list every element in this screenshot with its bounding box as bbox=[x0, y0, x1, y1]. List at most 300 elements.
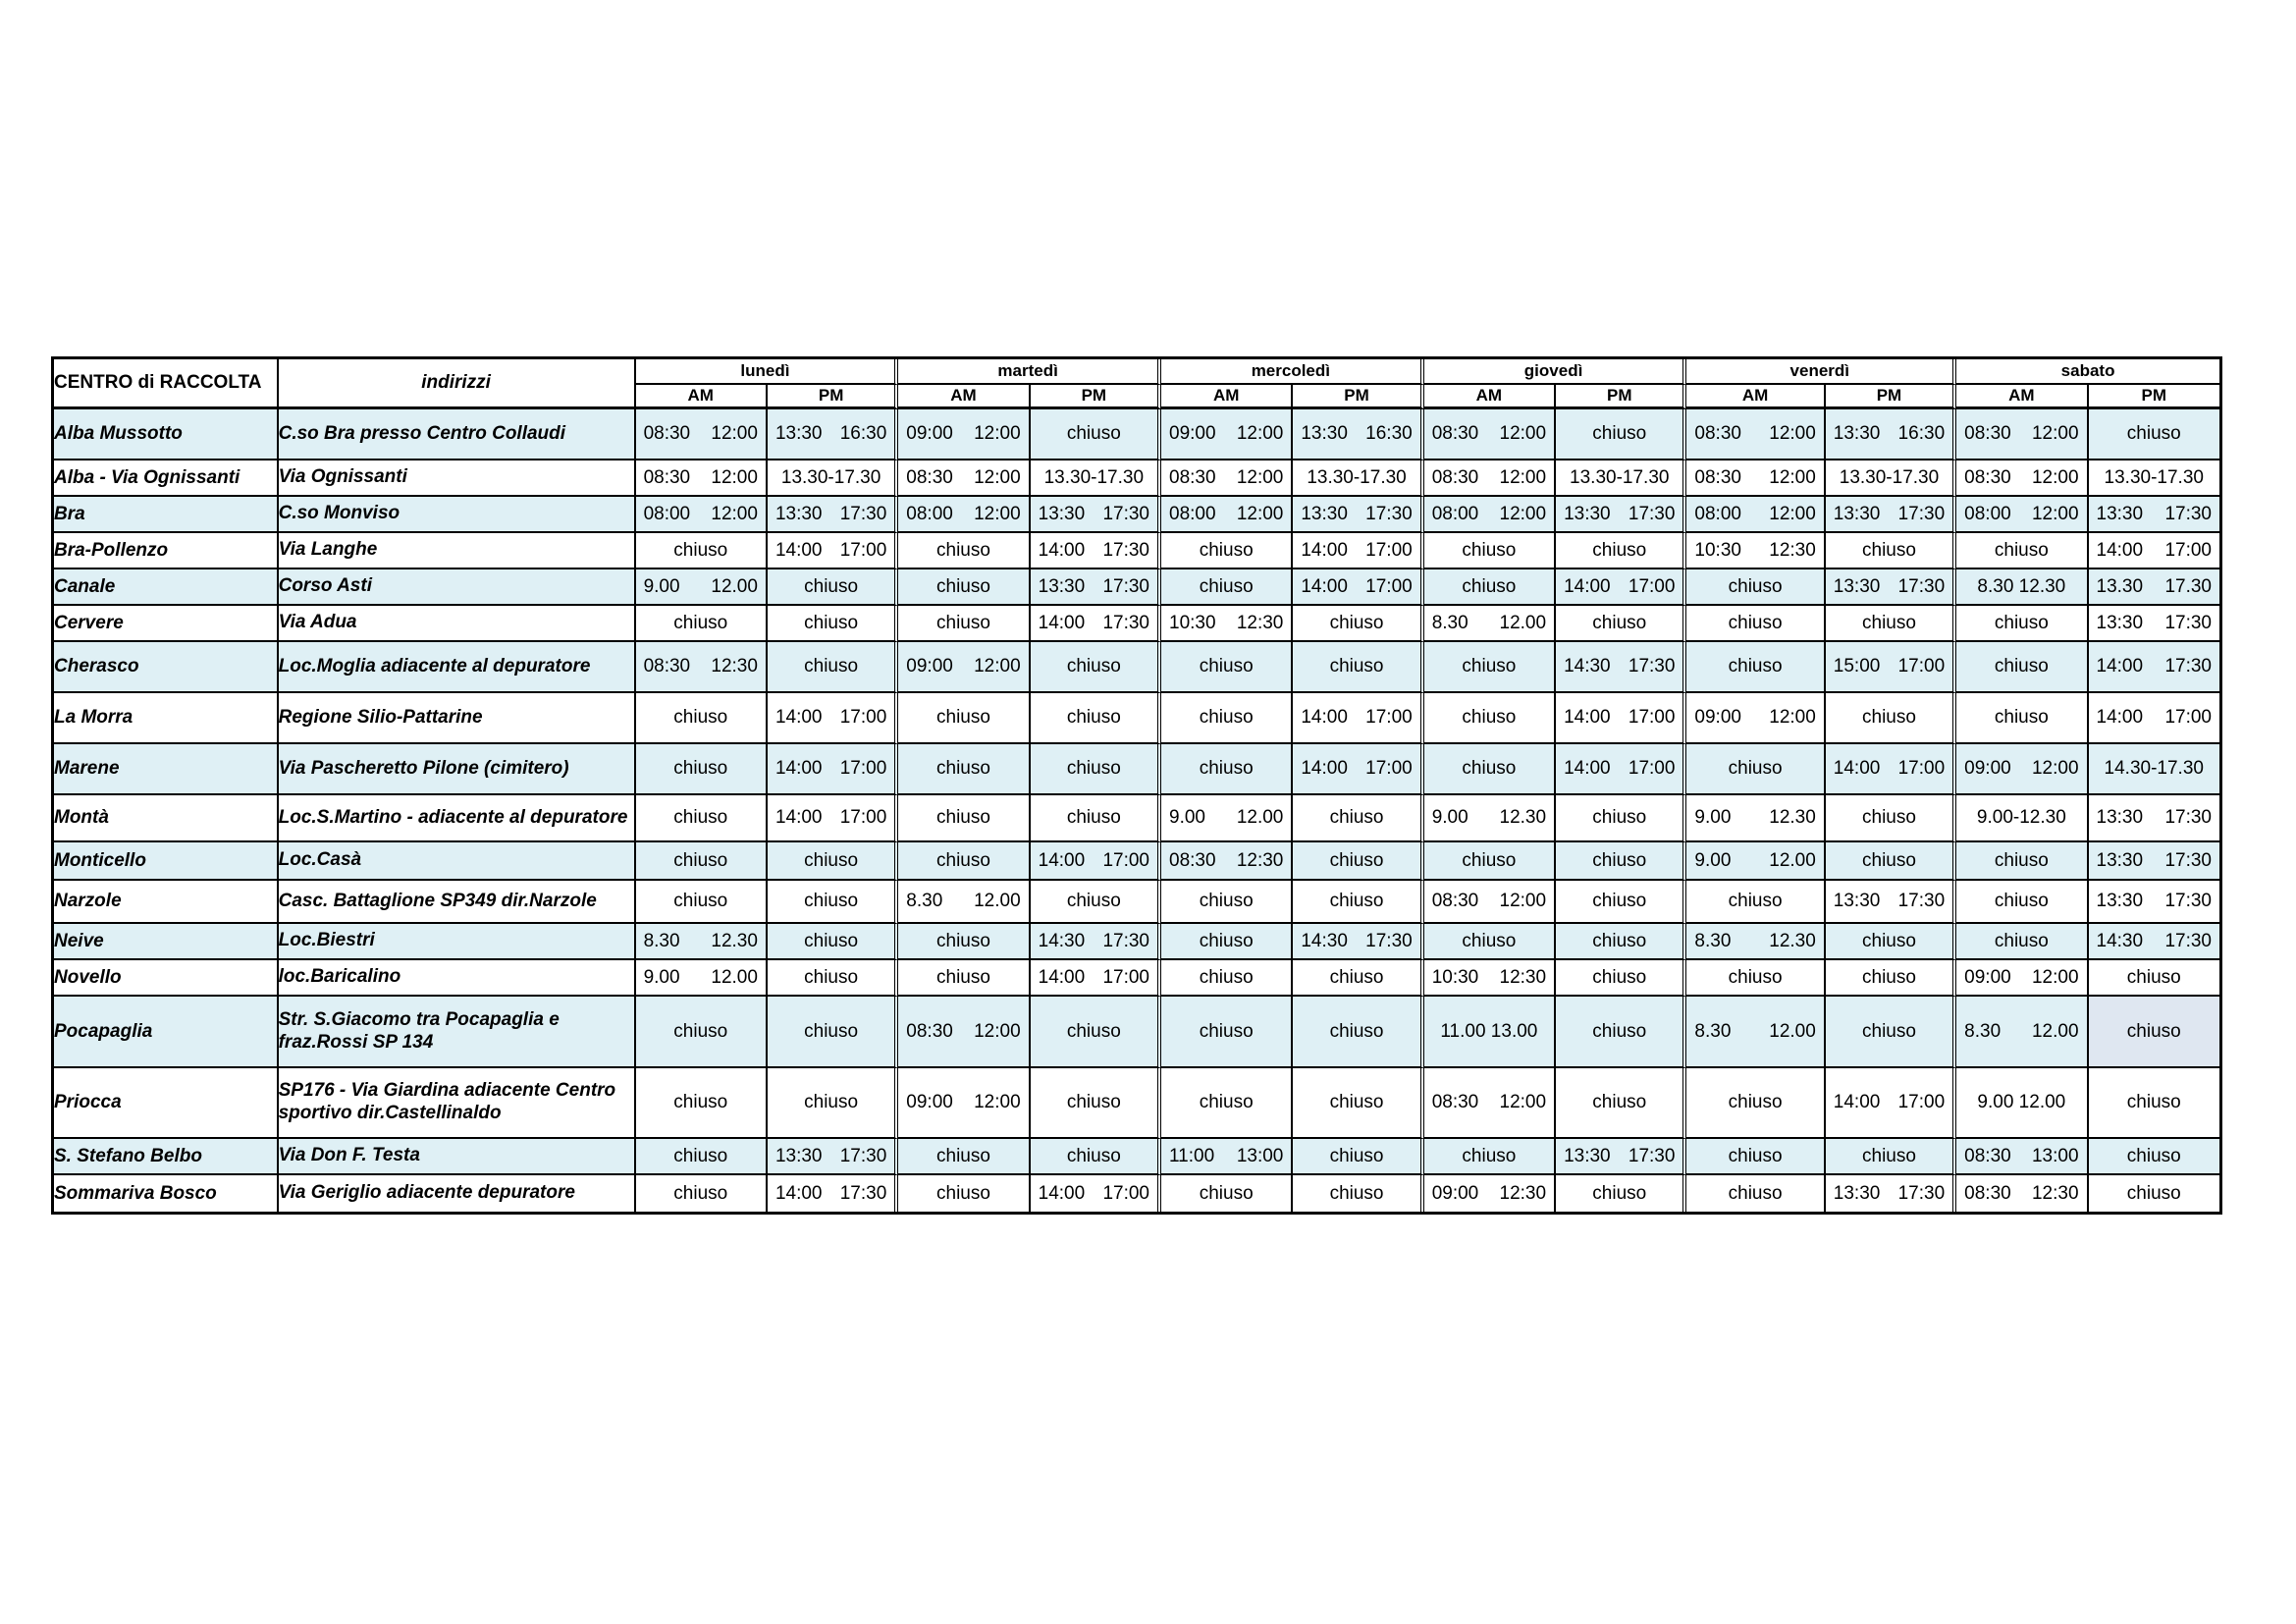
time-value: 13:30 bbox=[2096, 612, 2144, 633]
center-name: Pocapaglia bbox=[54, 997, 279, 1068]
schedule-cell bbox=[1293, 744, 1423, 795]
time-value: 17:00 bbox=[1365, 758, 1413, 779]
time-value: 17:30 bbox=[2164, 612, 2212, 633]
schedule-cell: chiuso bbox=[636, 606, 768, 642]
time-range bbox=[898, 467, 1028, 489]
time-value: 17:30 bbox=[1628, 656, 1676, 677]
schedule-cell bbox=[1956, 744, 2088, 795]
time-value: 17:30 bbox=[839, 1145, 887, 1166]
time-value: 14:00 bbox=[1301, 758, 1348, 779]
header-pm: PM bbox=[1031, 385, 1161, 409]
schedule-cell bbox=[898, 409, 1030, 460]
time-value: 17:30 bbox=[1897, 891, 1946, 911]
time-value: 12.30 bbox=[1769, 930, 1816, 951]
center-address: Loc.Casà bbox=[279, 842, 636, 881]
schedule-cell: chiuso bbox=[898, 842, 1030, 881]
center-name: S. Stefano Belbo bbox=[54, 1139, 279, 1175]
time-value: 14:00 bbox=[1038, 849, 1086, 871]
time-value: 08:30 bbox=[906, 1020, 953, 1042]
time-value: 12:00 bbox=[1769, 707, 1816, 728]
time-value: 08:30 bbox=[1169, 849, 1216, 871]
time-value: 17:00 bbox=[1628, 758, 1676, 779]
table-row bbox=[54, 642, 2219, 693]
time-value: 12:00 bbox=[2031, 503, 2079, 524]
schedule-cell: chiuso bbox=[2089, 997, 2219, 1068]
schedule-cell: chiuso bbox=[1826, 924, 1956, 960]
time-value: 17:00 bbox=[1628, 575, 1676, 597]
time-value: 14:00 bbox=[1301, 539, 1348, 561]
schedule-cell: chiuso bbox=[768, 842, 898, 881]
center-address: Via Don F. Testa bbox=[279, 1139, 636, 1175]
center-name: Novello bbox=[54, 960, 279, 997]
time-value: 14:00 bbox=[774, 707, 823, 728]
time-value: 08:30 bbox=[1964, 1182, 2011, 1204]
schedule-cell bbox=[768, 795, 898, 842]
time-range bbox=[768, 540, 894, 562]
schedule-cell: chiuso bbox=[1826, 842, 1956, 881]
schedule-cell: chiuso bbox=[1293, 795, 1423, 842]
time-value: 10:30 bbox=[1169, 612, 1216, 633]
time-value: 17:30 bbox=[1102, 539, 1149, 561]
schedule-cell: chiuso bbox=[898, 1175, 1030, 1212]
time-value: 12:00 bbox=[974, 1092, 1021, 1112]
center-name: Alba - Via Ognissanti bbox=[54, 460, 279, 497]
time-value: 17:30 bbox=[2164, 849, 2212, 871]
time-range bbox=[2089, 656, 2219, 677]
time-value: 08:30 bbox=[1431, 891, 1479, 911]
time-value: 08:00 bbox=[1694, 503, 1741, 524]
header-pm: PM bbox=[1826, 385, 1956, 409]
schedule-cell: chiuso bbox=[2089, 1068, 2219, 1139]
schedule-cell: chiuso bbox=[1293, 881, 1423, 924]
time-value: 13:30 bbox=[1038, 575, 1086, 597]
schedule-cell: 9.00 12.00 bbox=[1956, 1068, 2088, 1139]
schedule-cell bbox=[2089, 642, 2219, 693]
time-range bbox=[1556, 504, 1682, 525]
time-value: 17:30 bbox=[1102, 930, 1149, 951]
table-row bbox=[54, 795, 2219, 842]
schedule-cell bbox=[1556, 1139, 1686, 1175]
schedule-cell: chiuso bbox=[636, 842, 768, 881]
time-value: 17:30 bbox=[1102, 575, 1149, 597]
table-row bbox=[54, 533, 2219, 569]
schedule-cell: chiuso bbox=[1556, 1175, 1686, 1212]
time-value: 12:30 bbox=[711, 656, 758, 677]
time-value: 13:30 bbox=[1833, 503, 1881, 524]
schedule-cell bbox=[2089, 533, 2219, 569]
schedule-cell: chiuso bbox=[768, 924, 898, 960]
schedule-cell: chiuso bbox=[2089, 1139, 2219, 1175]
schedule-cell bbox=[1956, 497, 2088, 533]
time-value: 8.30 bbox=[906, 891, 943, 911]
table-row bbox=[54, 997, 2219, 1068]
time-range bbox=[1956, 758, 2086, 780]
header-am: AM bbox=[898, 385, 1030, 409]
time-value: 13:00 bbox=[1236, 1145, 1284, 1166]
time-value: 14:00 bbox=[2096, 656, 2144, 677]
time-range bbox=[1161, 467, 1291, 489]
time-range bbox=[1826, 891, 1952, 912]
schedule-cell bbox=[1826, 1175, 1956, 1212]
time-value: 14:00 bbox=[774, 1182, 823, 1204]
time-range bbox=[1556, 656, 1682, 677]
time-range bbox=[768, 504, 894, 525]
time-range bbox=[1686, 423, 1823, 445]
time-value: 17:00 bbox=[2164, 707, 2212, 728]
time-range bbox=[1424, 967, 1554, 989]
center-address: Loc.Moglia adiacente al depuratore bbox=[279, 642, 636, 693]
time-range bbox=[1826, 1092, 1952, 1113]
time-range bbox=[768, 758, 894, 780]
schedule-cell bbox=[1686, 997, 1825, 1068]
time-value: 09:00 bbox=[1169, 423, 1216, 444]
schedule-cell: chiuso bbox=[1161, 960, 1293, 997]
center-address: Via Adua bbox=[279, 606, 636, 642]
schedule-cell bbox=[768, 1139, 898, 1175]
schedule-cell: chiuso bbox=[1556, 1068, 1686, 1139]
time-range bbox=[636, 423, 766, 445]
time-value: 14:00 bbox=[1564, 758, 1611, 779]
schedule-cell: chiuso bbox=[1161, 997, 1293, 1068]
schedule-cell bbox=[1161, 409, 1293, 460]
schedule-cell bbox=[1031, 1175, 1161, 1212]
schedule-cell: chiuso bbox=[1293, 842, 1423, 881]
center-address: Casc. Battaglione SP349 dir.Narzole bbox=[279, 881, 636, 924]
header-pm: PM bbox=[768, 385, 898, 409]
schedule-cell bbox=[1956, 997, 2088, 1068]
schedule-cell: chiuso bbox=[2089, 960, 2219, 997]
schedule-cell bbox=[1686, 842, 1825, 881]
center-address: Regione Silio-Pattarine bbox=[279, 693, 636, 744]
schedule-cell bbox=[1031, 924, 1161, 960]
time-value: 12:30 bbox=[1236, 849, 1284, 871]
schedule-cell: chiuso bbox=[2126, 1182, 2181, 1204]
header-am: AM bbox=[1161, 385, 1293, 409]
time-value: 17:00 bbox=[1365, 539, 1413, 561]
schedule-cell: chiuso bbox=[1556, 924, 1686, 960]
time-value: 12.30 bbox=[1769, 807, 1816, 828]
time-value: 17.30 bbox=[2164, 575, 2212, 597]
table-row bbox=[54, 1068, 2219, 1139]
time-value: 15:00 bbox=[1833, 656, 1881, 677]
schedule-cell bbox=[1956, 960, 2088, 997]
time-value: 14:00 bbox=[1038, 1182, 1086, 1204]
header-address: indirizzi bbox=[279, 359, 636, 409]
time-range bbox=[1826, 576, 1952, 598]
schedule-cell: chiuso bbox=[768, 997, 898, 1068]
time-value: 12:00 bbox=[1769, 423, 1816, 444]
schedule-cell bbox=[1556, 569, 1686, 606]
time-range bbox=[1956, 1146, 2086, 1167]
time-range bbox=[1424, 613, 1554, 634]
schedule-cell bbox=[1424, 795, 1556, 842]
time-range bbox=[768, 1183, 894, 1205]
schedule-cell: chiuso bbox=[1556, 960, 1686, 997]
time-value: 17:30 bbox=[1897, 1182, 1946, 1204]
schedule-cell bbox=[1686, 693, 1825, 744]
time-range bbox=[1031, 850, 1157, 872]
center-address: Corso Asti bbox=[279, 569, 636, 606]
center-name: Cervere bbox=[54, 606, 279, 642]
schedule-cell: chiuso bbox=[1161, 881, 1293, 924]
schedule-cell bbox=[1293, 569, 1423, 606]
schedule-cell bbox=[1424, 460, 1556, 497]
center-address: Via Langhe bbox=[279, 533, 636, 569]
schedule-cell bbox=[1956, 1139, 2088, 1175]
time-value: 12:00 bbox=[974, 503, 1021, 524]
center-address: C.so Bra presso Centro Collaudi bbox=[279, 409, 636, 460]
schedule-cell: chiuso bbox=[1161, 1175, 1293, 1212]
time-range bbox=[2089, 504, 2219, 525]
schedule-cell bbox=[1293, 924, 1423, 960]
schedule-cell bbox=[1031, 533, 1161, 569]
schedule-cell: chiuso bbox=[1424, 569, 1556, 606]
time-value: 08:00 bbox=[906, 503, 953, 524]
time-range bbox=[1956, 423, 2086, 445]
time-range bbox=[1031, 967, 1157, 989]
header-day-wednesday: mercoledì bbox=[1161, 359, 1424, 385]
time-value: 13:30 bbox=[1038, 503, 1086, 524]
schedule-cell: chiuso bbox=[1161, 924, 1293, 960]
time-range bbox=[1293, 758, 1419, 780]
schedule-cell: chiuso bbox=[898, 960, 1030, 997]
time-range bbox=[1293, 423, 1419, 445]
schedule-cell: chiuso bbox=[636, 693, 768, 744]
schedule-cell bbox=[2089, 693, 2219, 744]
header-am: AM bbox=[1424, 385, 1556, 409]
time-range bbox=[1556, 576, 1682, 598]
schedule-cell bbox=[1556, 497, 1686, 533]
header-am: AM bbox=[1956, 385, 2088, 409]
schedule-cell: chiuso bbox=[1686, 881, 1825, 924]
time-value: 08:30 bbox=[643, 466, 691, 488]
time-range bbox=[1686, 707, 1823, 729]
time-range bbox=[2089, 540, 2219, 562]
time-value: 14:00 bbox=[1564, 707, 1611, 728]
time-value: 17:30 bbox=[1365, 503, 1413, 524]
time-range bbox=[636, 931, 766, 952]
center-address: Via Ognissanti bbox=[279, 460, 636, 497]
time-value: 17:30 bbox=[1102, 612, 1149, 633]
schedule-cell: chiuso bbox=[1956, 924, 2088, 960]
table-row bbox=[54, 693, 2219, 744]
time-range bbox=[768, 807, 894, 829]
schedule-cell: chiuso bbox=[1826, 606, 1956, 642]
header-am: AM bbox=[636, 385, 768, 409]
time-range bbox=[1161, 850, 1291, 872]
schedule-cell: chiuso bbox=[898, 1139, 1030, 1175]
schedule-cell bbox=[1686, 533, 1825, 569]
schedule-cell: chiuso bbox=[1424, 744, 1556, 795]
schedule-cell bbox=[2089, 795, 2219, 842]
table-row bbox=[54, 960, 2219, 997]
time-value: 08:30 bbox=[1964, 1145, 2011, 1166]
time-value: 17:30 bbox=[1897, 575, 1946, 597]
time-value: 12:00 bbox=[2031, 966, 2079, 988]
time-range bbox=[1161, 807, 1291, 829]
schedule-cell: chiuso bbox=[1293, 642, 1423, 693]
time-value: 12:00 bbox=[1499, 503, 1547, 524]
schedule-cell bbox=[636, 497, 768, 533]
time-value: 13:30 bbox=[2096, 503, 2144, 524]
time-value: 17:00 bbox=[2164, 539, 2212, 561]
schedule-cell bbox=[636, 569, 768, 606]
schedule-cell bbox=[636, 924, 768, 960]
schedule-cell: 11.00 13.00 bbox=[1424, 997, 1556, 1068]
time-value: 12:00 bbox=[974, 656, 1021, 677]
time-range bbox=[1424, 423, 1554, 445]
schedule-cell bbox=[1293, 533, 1423, 569]
header-day-thursday: giovedì bbox=[1424, 359, 1687, 385]
time-value: 13:30 bbox=[2096, 807, 2144, 828]
time-range bbox=[2089, 807, 2219, 829]
time-value: 12:00 bbox=[1236, 503, 1284, 524]
schedule-cell bbox=[768, 693, 898, 744]
time-range bbox=[1424, 467, 1554, 489]
time-value: 12.00 bbox=[1499, 612, 1547, 633]
center-name: Bra bbox=[54, 497, 279, 533]
time-value: 9.00 bbox=[643, 966, 680, 988]
time-range bbox=[898, 891, 1028, 912]
schedule-cell: chiuso bbox=[1556, 881, 1686, 924]
schedule-cell: chiuso bbox=[768, 642, 898, 693]
time-range bbox=[1293, 576, 1419, 598]
schedule-cell: chiuso bbox=[1956, 606, 2088, 642]
schedule-cell bbox=[1031, 842, 1161, 881]
table-row bbox=[54, 1139, 2219, 1175]
time-range bbox=[2089, 576, 2219, 598]
time-value: 12.00 bbox=[711, 966, 758, 988]
schedule-cell bbox=[1424, 409, 1556, 460]
schedule-cell: chiuso bbox=[768, 569, 898, 606]
time-value: 12:00 bbox=[1236, 466, 1284, 488]
time-value: 12:00 bbox=[1236, 423, 1284, 444]
center-address: loc.Baricalino bbox=[279, 960, 636, 997]
schedule-cell: chiuso bbox=[1826, 795, 1956, 842]
time-value: 12:00 bbox=[1499, 423, 1547, 444]
time-value: 10:30 bbox=[1694, 539, 1741, 561]
time-value: 10:30 bbox=[1431, 966, 1479, 988]
time-value: 13:30 bbox=[2096, 849, 2144, 871]
time-value: 12:00 bbox=[1499, 1092, 1547, 1112]
time-value: 14:00 bbox=[2096, 539, 2144, 561]
schedule-cell: chiuso bbox=[636, 1139, 768, 1175]
schedule-cell bbox=[1161, 1139, 1293, 1175]
schedule-cell bbox=[1031, 569, 1161, 606]
schedule-cell bbox=[1424, 960, 1556, 997]
time-value: 8.30 bbox=[643, 930, 680, 951]
schedule-cell: chiuso bbox=[1424, 924, 1556, 960]
time-value: 14:00 bbox=[1301, 707, 1348, 728]
schedule-cell bbox=[2089, 606, 2219, 642]
center-name: Cherasco bbox=[54, 642, 279, 693]
schedule-cell: chiuso bbox=[1686, 960, 1825, 997]
schedule-cell: chiuso bbox=[1424, 842, 1556, 881]
center-address: Loc.S.Martino - adiacente al depuratore bbox=[279, 795, 636, 842]
time-value: 08:30 bbox=[1964, 466, 2011, 488]
header-day-saturday: sabato bbox=[1956, 359, 2219, 385]
center-name: Marene bbox=[54, 744, 279, 795]
time-value: 17:30 bbox=[2164, 930, 2212, 951]
schedule-cell: chiuso bbox=[1031, 795, 1161, 842]
schedule-cell: chiuso bbox=[1031, 997, 1161, 1068]
schedule-cell: chiuso bbox=[1031, 693, 1161, 744]
time-range bbox=[1686, 504, 1823, 525]
schedule-cell: 13.30-17.30 bbox=[2089, 460, 2219, 497]
table-row bbox=[54, 881, 2219, 924]
time-value: 12:00 bbox=[1769, 503, 1816, 524]
schedule-cell: chiuso bbox=[1031, 1068, 1161, 1139]
schedule-cell: 13.30-17.30 bbox=[1826, 460, 1956, 497]
center-name: Montà bbox=[54, 795, 279, 842]
time-range bbox=[1686, 540, 1823, 562]
schedule-cell: 14.30-17.30 bbox=[2089, 744, 2219, 795]
time-value: 17:00 bbox=[839, 539, 887, 561]
schedule-cell: 9.00-12.30 bbox=[1956, 795, 2088, 842]
schedule-cell: chiuso bbox=[1686, 1068, 1825, 1139]
time-value: 14:00 bbox=[1038, 966, 1086, 988]
table-row bbox=[54, 409, 2219, 460]
time-range bbox=[2089, 707, 2219, 729]
center-name: Sommariva Bosco bbox=[54, 1175, 279, 1212]
time-value: 17:00 bbox=[1365, 575, 1413, 597]
time-range bbox=[2089, 613, 2219, 634]
time-value: 13:30 bbox=[2096, 891, 2144, 911]
header-day-friday: venerdì bbox=[1686, 359, 1956, 385]
schedule-cell: chiuso bbox=[1031, 881, 1161, 924]
table-row bbox=[54, 842, 2219, 881]
center-address: Str. S.Giacomo tra Pocapaglia e fraz.Rossi SP 134 bbox=[279, 997, 636, 1068]
time-value: 09:00 bbox=[906, 423, 953, 444]
time-value: 12:00 bbox=[974, 423, 1021, 444]
table-row bbox=[54, 497, 2219, 533]
time-value: 12.30 bbox=[711, 930, 758, 951]
time-value: 17:30 bbox=[1102, 503, 1149, 524]
time-range bbox=[1293, 504, 1419, 525]
time-range bbox=[898, 1021, 1028, 1043]
schedule-cell: chiuso bbox=[1424, 642, 1556, 693]
schedule-cell bbox=[1424, 1068, 1556, 1139]
time-value: 13:30 bbox=[774, 423, 823, 444]
time-value: 13:30 bbox=[1564, 503, 1611, 524]
time-value: 11:00 bbox=[1169, 1145, 1215, 1166]
schedule-cell: chiuso bbox=[1031, 409, 1161, 460]
time-range bbox=[1686, 850, 1823, 872]
time-value: 12:30 bbox=[2031, 1182, 2079, 1204]
time-range bbox=[1161, 423, 1291, 445]
header-pm: PM bbox=[1556, 385, 1686, 409]
schedule-cell: chiuso bbox=[1161, 744, 1293, 795]
schedule-cell bbox=[1686, 924, 1825, 960]
time-value: 13:30 bbox=[1833, 891, 1881, 911]
header-am: AM bbox=[1686, 385, 1825, 409]
schedule-cell bbox=[898, 497, 1030, 533]
time-value: 12:00 bbox=[2031, 466, 2079, 488]
time-value: 8.30 bbox=[1964, 1020, 2002, 1042]
schedule-cell: chiuso bbox=[1556, 409, 1686, 460]
schedule-cell bbox=[898, 881, 1030, 924]
time-value: 14:00 bbox=[1833, 758, 1881, 779]
time-value: 13:30 bbox=[1564, 1145, 1611, 1166]
header-day-tuesday: martedì bbox=[898, 359, 1161, 385]
schedule-cell: chiuso bbox=[1826, 1139, 1956, 1175]
time-value: 08:00 bbox=[1431, 503, 1479, 524]
time-value: 14:00 bbox=[774, 807, 823, 828]
schedule-cell: chiuso bbox=[1556, 795, 1686, 842]
time-range bbox=[1293, 707, 1419, 729]
time-value: 12:00 bbox=[2031, 423, 2079, 444]
time-value: 12:00 bbox=[974, 466, 1021, 488]
